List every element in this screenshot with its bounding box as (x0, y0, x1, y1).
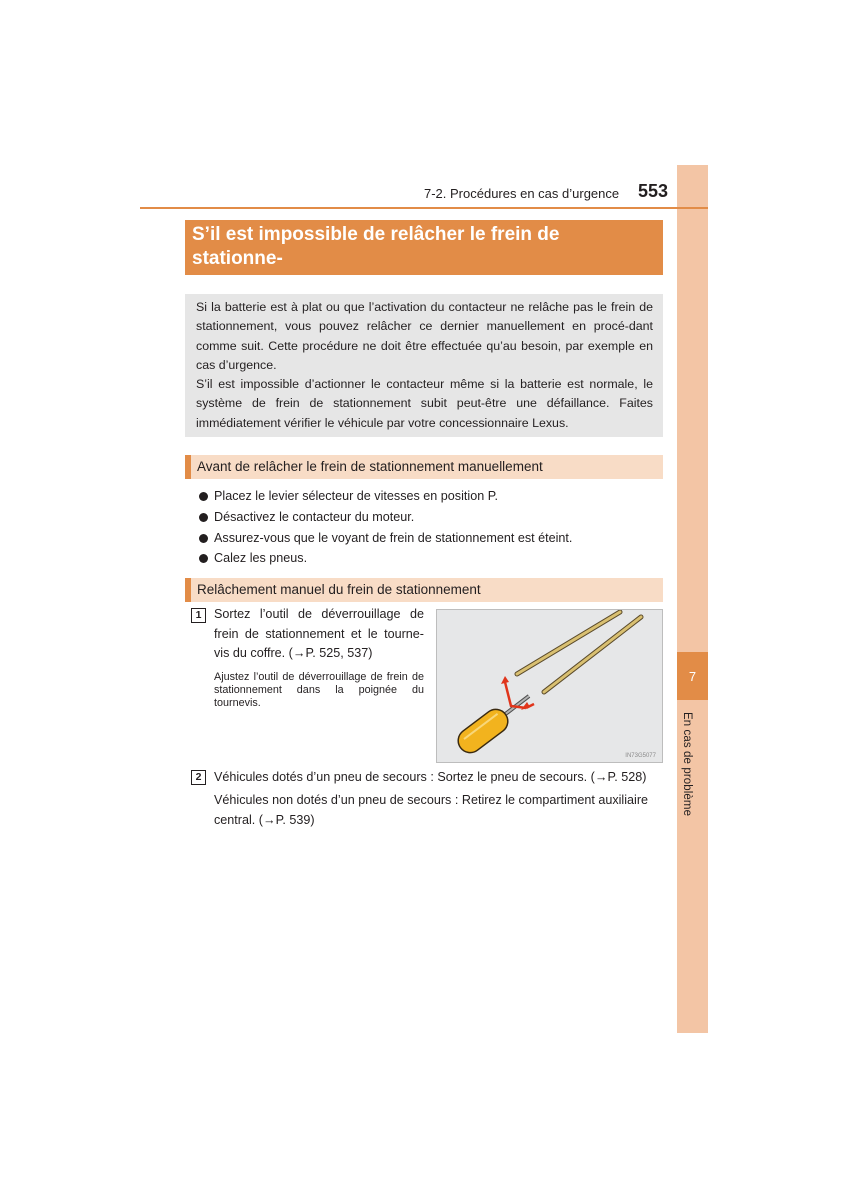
step-2-number: 2 (191, 770, 206, 785)
tool-drawing (437, 610, 664, 764)
chapter-number-box (677, 652, 708, 700)
page-title (185, 220, 663, 293)
list-item: Calez les pneus. (196, 548, 572, 569)
section-heading-before-release: Avant de relâcher le frein de stationnement manuellement (185, 455, 663, 479)
step-1-note: Ajustez l’outil de déverrouillage de frein de stationnement dans la poignée du tournevis. (214, 671, 424, 710)
list-item: Placez le levier sélecteur de vitesses en position P. (196, 486, 572, 507)
page-number: 553 (638, 181, 669, 201)
page-title-line-2: ment (192, 272, 238, 293)
figure-code: IN73G5077 (625, 753, 656, 759)
step-2-text-block (214, 767, 664, 830)
list-item: Assurez-vous que le voyant de frein de stationnement est éteint. (196, 528, 572, 549)
screwdriver-handle (453, 705, 512, 758)
side-tab (677, 165, 708, 1033)
list-item: Désactivez le contacteur du moteur. (196, 507, 572, 528)
page-title-line-1: S’il est impossible de relâcher le frein de stationne- (192, 224, 560, 269)
running-header: 7-2. Procédures en cas d’urgence (424, 186, 620, 201)
release-tool-illustration (436, 609, 663, 763)
precaution-list (196, 486, 572, 569)
step-1-text: Sortez l’outil de déverrouillage de frein de stationnement et le tourne-vis du coffre. (→P. 525, 537) (214, 607, 424, 660)
intro-paragraph-2: S’il est impossible d’actionner le contacteur même si la batterie est normale, le système de frein de stationnement subit peut-être une défaillance. Faites immédiatement vérifier le véhicule par votre concessionnaire Lexus. (196, 377, 653, 430)
header-rule (140, 207, 708, 209)
intro-box (185, 294, 663, 437)
intro-paragraph-1: Si la batterie est à plat ou que l’activation du contacteur ne relâche pas le frein de stationnement, vous pouvez relâcher ce dernier manuellement en procé-dant comme suit. Cette procédure ne doit être effectuée qu’au besoin, par exemple en cas d’urgence. (196, 300, 653, 372)
step-1-number: 1 (191, 608, 206, 623)
chapter-number: 7 (688, 668, 697, 684)
step-2-text: Véhicules dotés d’un pneu de secours : Sortez le pneu de secours. (→P. 528) (214, 770, 647, 784)
section-heading-manual-release: Relâchement manuel du frein de stationnement (185, 578, 663, 602)
step-2-text-alt: Véhicules non dotés d’un pneu de secours : Retirez le compartiment auxiliaire central. (→P. 539) (214, 793, 649, 827)
chapter-title-vertical: En cas de problème (681, 712, 693, 817)
